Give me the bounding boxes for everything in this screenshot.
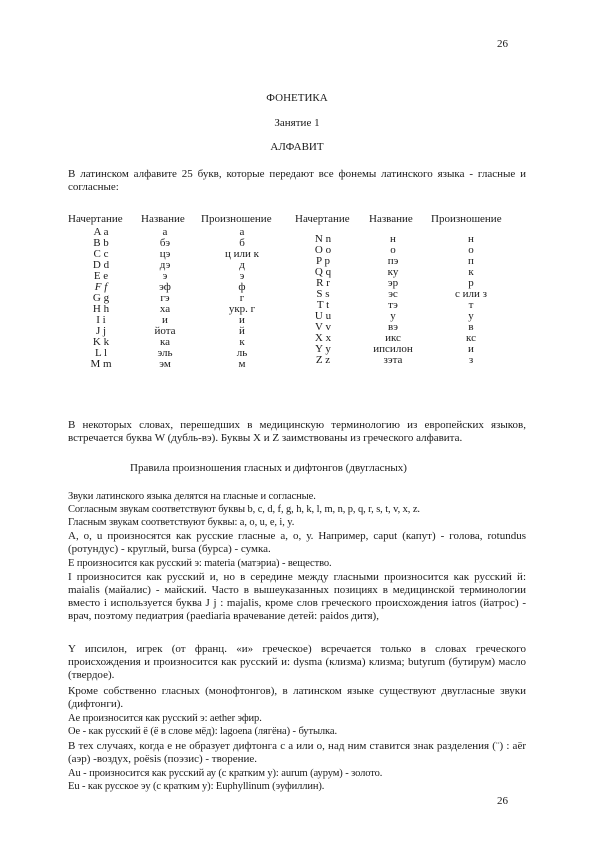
- table-header-name-left: Название: [141, 213, 185, 225]
- letter-c: C c: [93, 248, 109, 260]
- sound-z: з: [468, 354, 474, 366]
- text-line-vowels: Гласным звукам соответствуют буквы: a, o, u, e, i, y.: [68, 517, 295, 528]
- letter-a: A a: [93, 226, 109, 238]
- paragraph-separation: В тех случаях, когда e не образует дифтонга с a или o, над ним ставится знак разделения (¨) : aër (аэр) -воздух, poësis (поэзис) - творение.: [68, 740, 526, 765]
- w-paragraph: В некоторых словах, перешедших в медицинскую терминологию из европейских языков, встречается буква W (дубль-вэ). Буквы X и Z заимствованы из греческого алфавита.: [68, 419, 526, 444]
- letter-e: E e: [93, 270, 109, 282]
- paragraph-i: I произносится как русский и, но в середине между гласными произносится как русский й: maialis (майалис) - майский. Часто в вышеуказанных позициях в медицинской терминологии вместо i используется буква J j : majalis, кроме слов греческого происхождения iatros (йатрос) - врач, поэтому педиатрия (paediaria врачевание детей: paidos дитя),: [68, 571, 526, 622]
- right-sounds-column: [436, 234, 506, 366]
- sound-r: р: [468, 277, 474, 289]
- page-number-top: 26: [497, 38, 508, 50]
- name-p: пэ: [387, 255, 399, 267]
- sound-x: кс: [466, 332, 476, 344]
- sound-a: а: [239, 226, 245, 238]
- paragraph-y: Y ипсилон, игрек (от франц. «и» греческое) всречается только в словах греческого происхождения и произносится как русский и: dysma (клизма) клизма; butyrum (бутирум) масло (твердое).: [68, 643, 526, 681]
- sound-b: б: [239, 237, 245, 249]
- paragraph-diphthongs: Кроме собственно гласных (монофтонгов), в латинском языке существуют двугласные звуки (дифтонги).: [68, 685, 526, 710]
- sound-l: ль: [236, 347, 248, 359]
- sound-v: в: [468, 321, 474, 333]
- name-l: эль: [157, 347, 173, 359]
- letter-p: P p: [316, 255, 330, 267]
- name-j: йота: [154, 325, 176, 337]
- name-q: ку: [387, 266, 399, 278]
- page-number-bottom: 26: [497, 795, 508, 807]
- letter-d: D d: [92, 259, 110, 271]
- sound-g: г: [239, 292, 245, 304]
- name-g: гэ: [160, 292, 170, 304]
- letter-z: Z z: [315, 354, 331, 366]
- sound-k: к: [239, 336, 245, 348]
- letter-k: K k: [92, 336, 110, 348]
- letter-q: Q q: [314, 266, 332, 278]
- left-letters-column: [76, 227, 126, 370]
- sound-c: ц или к: [225, 248, 259, 260]
- sound-n: н: [468, 233, 474, 245]
- table-header-script-left: Начертание: [68, 213, 123, 225]
- letter-j: J j: [95, 325, 107, 337]
- rules-heading: Правила произношения гласных и дифтонгов (двугласных): [130, 462, 407, 474]
- sound-d: д: [239, 259, 245, 271]
- name-k: ка: [159, 336, 171, 348]
- right-letters-column: [298, 234, 348, 366]
- name-d: дэ: [159, 259, 171, 271]
- sound-h: укр. г: [228, 303, 256, 315]
- letter-m: M m: [90, 358, 112, 370]
- section-title: ФОНЕТИКА: [266, 92, 328, 104]
- name-u: у: [390, 310, 396, 322]
- letter-l: L l: [94, 347, 108, 359]
- letter-u: U u: [314, 310, 332, 322]
- left-names-column: [140, 227, 190, 370]
- sound-s: с или з: [455, 288, 487, 300]
- sound-q: к: [468, 266, 474, 278]
- name-x: икс: [385, 332, 401, 344]
- letter-o: O o: [314, 244, 332, 256]
- table-header-sound-left: Произношение: [201, 213, 272, 225]
- name-n: н: [390, 233, 396, 245]
- sound-j: й: [239, 325, 245, 337]
- name-a: а: [162, 226, 168, 238]
- right-names-column: [360, 234, 426, 366]
- sound-f: ф: [238, 281, 246, 293]
- letter-y: Y y: [315, 343, 331, 355]
- sound-t: т: [468, 299, 474, 311]
- text-line-sounds-groups: Звуки латинского языка делятся на гласные и согласные.: [68, 491, 316, 502]
- alphabet-title: АЛФАВИТ: [270, 141, 324, 153]
- name-m: эм: [159, 358, 171, 370]
- name-v: вэ: [388, 321, 398, 333]
- letter-f: F f: [94, 281, 108, 293]
- sound-y: и: [468, 343, 474, 355]
- text-line-consonants: Согласным звукам соответствуют буквы b, c, d, f, g, h, k, l, m, n, p, q, r, s, t, v, x, z.: [68, 504, 420, 515]
- name-b: бэ: [159, 237, 171, 249]
- letter-s: S s: [316, 288, 330, 300]
- sound-m: м: [238, 358, 246, 370]
- name-s: эс: [388, 288, 398, 300]
- sound-p: п: [468, 255, 474, 267]
- letter-t: T t: [316, 299, 330, 311]
- text-line-oe: Oe - как русский ё (ё в слове мёд): lagoena (лягёна) - бутылка.: [68, 726, 337, 737]
- sound-o: о: [468, 244, 474, 256]
- letter-g: G g: [92, 292, 110, 304]
- table-header-script-right: Начертание: [295, 213, 350, 225]
- lesson-title: Занятие 1: [274, 117, 320, 129]
- letter-n: N n: [314, 233, 332, 245]
- text-line-e: E произносится как русский э: materia (матэриа) - вещество.: [68, 558, 332, 569]
- letter-r: R r: [316, 277, 330, 289]
- name-y: ипсилон: [373, 343, 413, 355]
- intro-paragraph: В латинском алфавите 25 букв, которые передают все фонемы латинского языка - гласные и согласные:: [68, 168, 526, 193]
- name-c: цэ: [159, 248, 171, 260]
- letter-i: I i: [96, 314, 106, 326]
- table-header-name-right: Название: [369, 213, 413, 225]
- name-h: ха: [159, 303, 171, 315]
- text-line-ae: Ae произносится как русский э: aether эфир.: [68, 713, 262, 724]
- name-o: о: [390, 244, 396, 256]
- letter-x: X x: [314, 332, 332, 344]
- name-i: и: [162, 314, 168, 326]
- name-t: тэ: [388, 299, 398, 311]
- sound-e: э: [239, 270, 245, 282]
- letter-b: B b: [93, 237, 109, 249]
- table-header-sound-right: Произношение: [431, 213, 502, 225]
- sound-u: у: [468, 310, 474, 322]
- text-line-au: Au - произносится как русский ау (с кратким у): aurum (аурум) - золото.: [68, 768, 383, 779]
- name-z: зэта: [383, 354, 403, 366]
- text-line-eu: Eu - как русское эу (с кратким у): Euphyllinum (эуфиллин).: [68, 781, 325, 792]
- paragraph-aou: A, o, u произносятся как русские гласные а, о, у. Например, caput (капут) - голова, rotundus (ротундус) - круглый, bursa (бурса) - сумка.: [68, 530, 526, 555]
- left-sounds-column: [207, 227, 277, 370]
- letter-v: V v: [315, 321, 331, 333]
- name-e: э: [162, 270, 168, 282]
- name-f: эф: [159, 281, 171, 293]
- letter-h: H h: [92, 303, 110, 315]
- sound-i: и: [239, 314, 245, 326]
- name-r: эр: [387, 277, 399, 289]
